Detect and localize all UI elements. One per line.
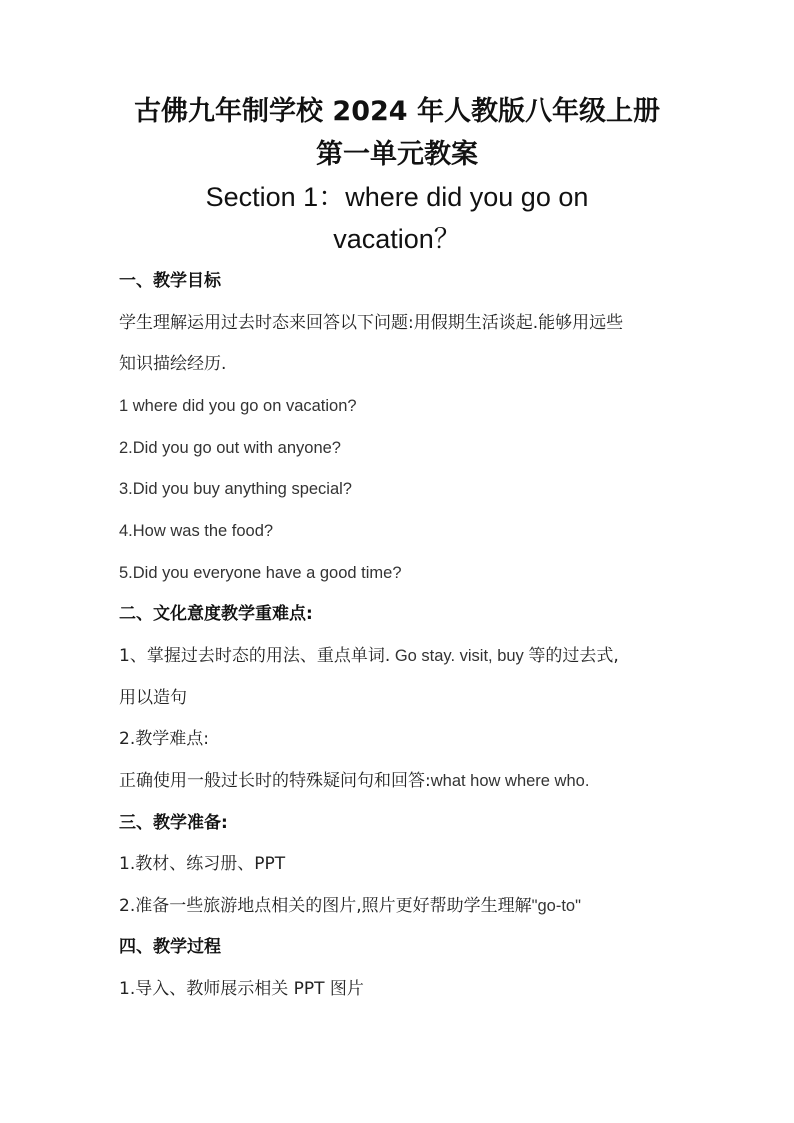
key-point-1-cn-tail: 等的过去式, [528, 646, 619, 666]
difficulty-text-cn: 正确使用一般过长时的特殊疑问句和回答: [119, 771, 431, 791]
difficulty-label: 2.教学难点: [119, 729, 209, 749]
question-item: 2.Did you go out with anyone? [119, 439, 341, 457]
objectives-intro-line1: 学生理解运用过去时态来回答以下问题:用假期生活谈起.能够用远些 [119, 313, 624, 333]
section-heading-key-points: 二、文化意度教学重难点: [119, 604, 313, 624]
objectives-intro-line2: 知识描绘经历. [119, 354, 227, 374]
section-heading-process: 四、教学过程 [119, 937, 221, 957]
document-title-line3: Section 1：where did you go on [205, 182, 589, 212]
preparation-item-2 [119, 893, 689, 919]
section-heading-objectives: 一、教学目标 [119, 271, 221, 291]
difficulty-text [119, 768, 689, 794]
key-point-1-words: Go stay. visit, buy [390, 647, 529, 665]
question-item: 3.Did you buy anything special? [119, 480, 352, 498]
preparation-item-2-cn: 2.准备一些旅游地点相关的图片,照片更好帮助学生理解 [119, 896, 532, 916]
key-point-1-line2: 用以造句 [119, 688, 187, 708]
question-item: 1 where did you go on vacation? [119, 397, 357, 415]
key-point-1-cn: 1、掌握过去时态的用法、重点单词. [119, 646, 391, 666]
preparation-item-2-en: "go-to" [531, 897, 581, 915]
question-item: 5.Did you everyone have a good time? [119, 564, 402, 582]
question-item: 4.How was the food? [119, 522, 274, 540]
preparation-item-1: 1.教材、练习册、PPT [119, 854, 286, 874]
document-title-line2: 第一单元教案 [316, 139, 478, 170]
document-title-line1: 古佛九年制学校 2024 年人教版八年级上册 [134, 96, 660, 127]
section-heading-preparation: 三、教学准备: [119, 813, 228, 833]
difficulty-text-en: what how where who. [430, 772, 590, 790]
process-item-1: 1.导入、教师展示相关 PPT 图片 [119, 979, 364, 999]
document-title-line4: vacation？ [333, 224, 461, 254]
key-point-1-line1 [119, 643, 689, 669]
